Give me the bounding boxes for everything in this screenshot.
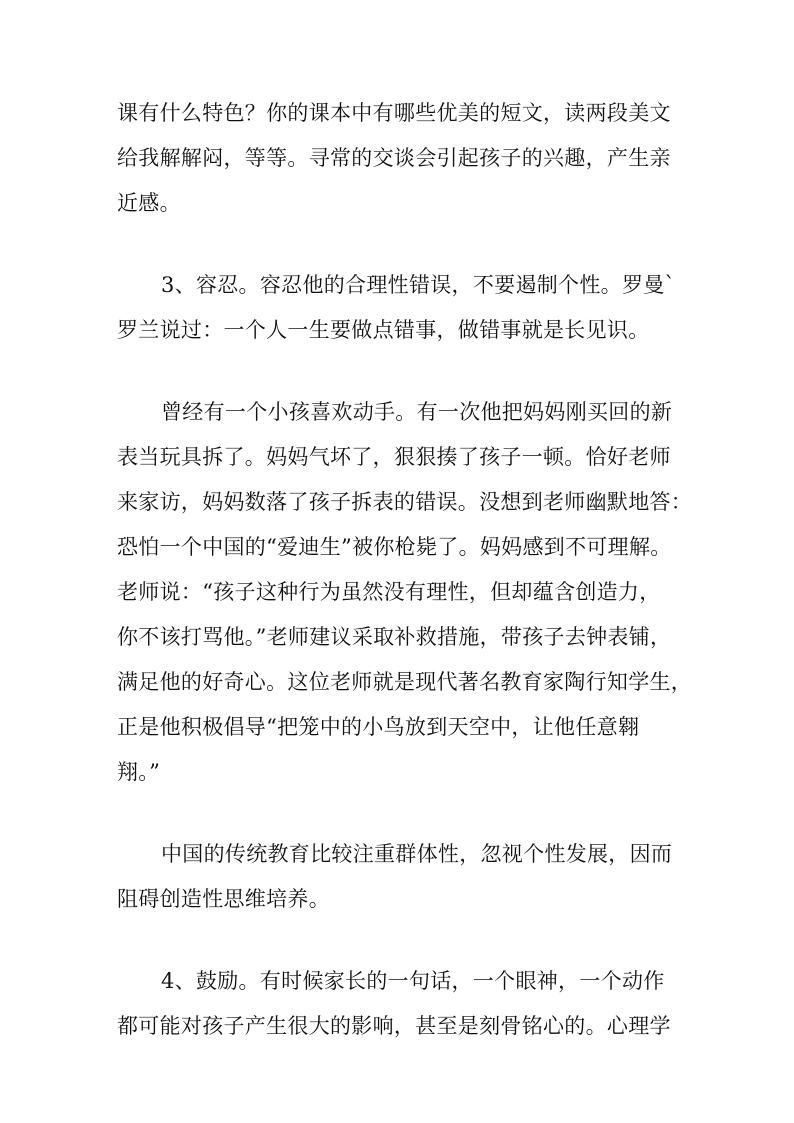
text-line: 你不该打骂他。”老师建议采取补救措施，带孩子去钟表铺，: [117, 625, 672, 649]
text-line: 来家访，妈妈数落了孩子拆表的错误。没想到老师幽默地答：: [117, 490, 693, 514]
text-line: 4、鼓励。有时候家长的一句话，一个眼神，一个动作: [161, 969, 665, 993]
text-line: 曾经有一个小孩喜欢动手。有一次他把妈妈刚买回的新: [161, 400, 673, 424]
text-line: 满足他的好奇心。这位老师就是现代著名教育家陶行知学生，: [117, 670, 693, 694]
text-line: 罗兰说过：一个人一生要做点错事，做错事就是长见识。: [117, 318, 650, 342]
text-line: 阻碍创造性思维培养。: [117, 887, 330, 911]
text-line: 给我解解闷，等等。寻常的交谈会引起孩子的兴趣，产生亲: [117, 146, 671, 170]
text-line: 表当玩具拆了。妈妈气坏了，狠狠揍了孩子一顿。恰好老师: [117, 445, 671, 469]
text-line: 近感。: [117, 191, 181, 215]
text-line: 都可能对孩子产生很大的影响，甚至是刻骨铭心的。心理学: [117, 1014, 671, 1038]
text-line: 3、容忍。容忍他的合理性错误，不要遏制个性。罗曼`: [161, 273, 676, 297]
text-line: 恐怕一个中国的“爱迪生”被你枪毙了。妈妈感到不可理解。: [117, 535, 672, 559]
text-line: 翔。”: [117, 760, 161, 784]
text-line: 老师说：“孩子这种行为虽然没有理性，但却蕴含创造力，: [117, 580, 661, 604]
text-line: 正是他积极倡导“把笼中的小鸟放到天空中，让他任意翱: [117, 715, 640, 739]
text-line: 中国的传统教育比较注重群体性，忽视个性发展，因而: [161, 842, 673, 866]
text-line: 课有什么特色？你的课本中有哪些优美的短文，读两段美文: [117, 101, 671, 125]
